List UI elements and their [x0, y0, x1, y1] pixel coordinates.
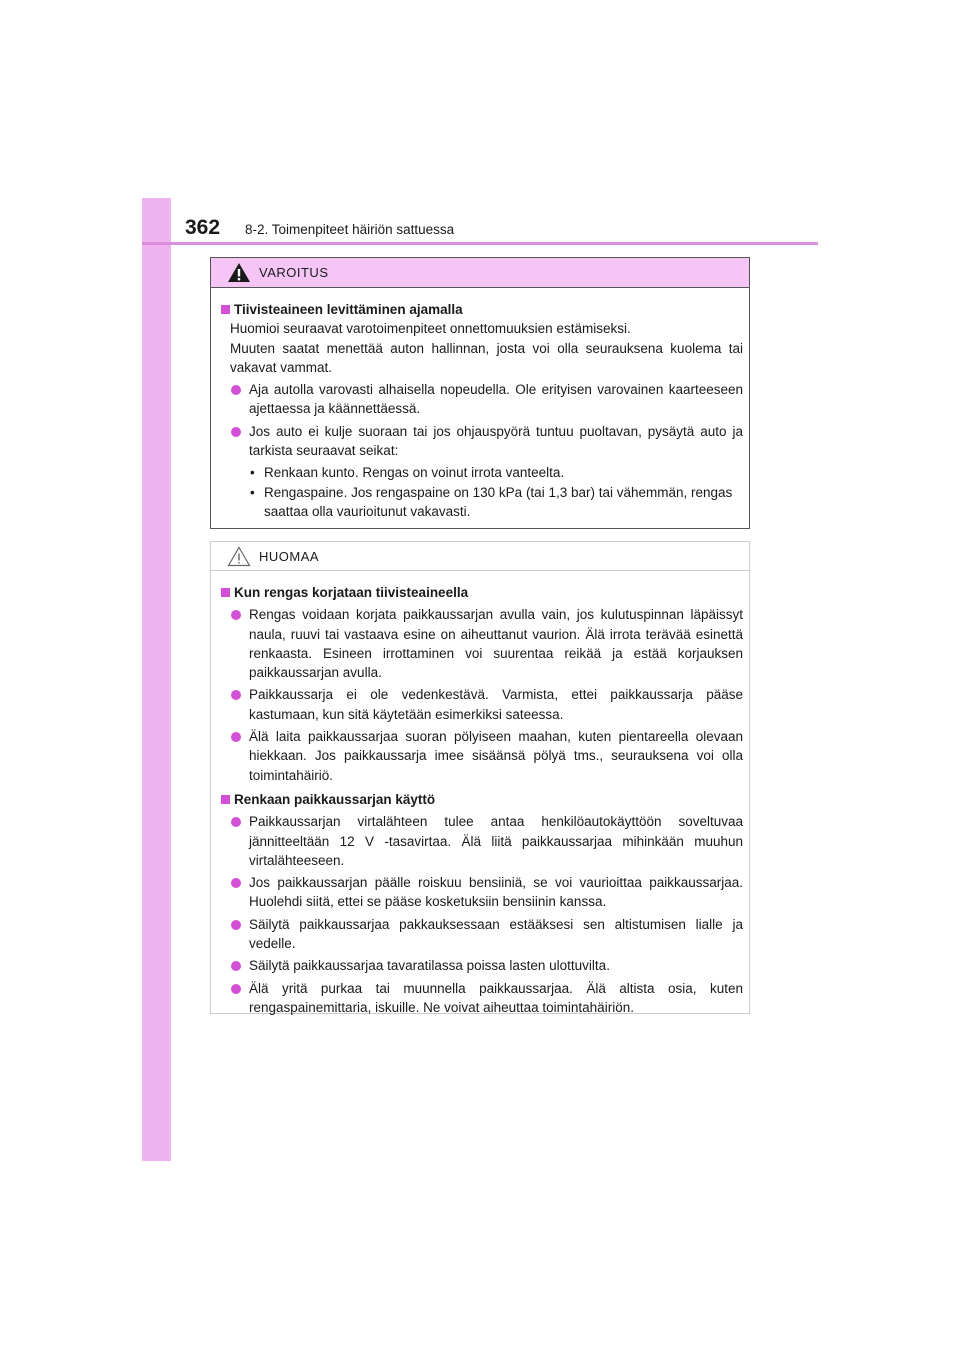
chapter-side-band — [142, 198, 171, 1161]
circle-bullet-icon — [231, 610, 241, 620]
notice-heading-text: Renkaan paikkaussarjan käyttö — [234, 791, 436, 807]
warning-subitems — [219, 463, 743, 521]
notice-bullet — [219, 979, 743, 1018]
notice-bullet-text: Säilytä paikkaussarjaa tavaratilassa poissa lasten ulottuvilta. — [249, 958, 610, 974]
square-bullet-icon — [221, 795, 230, 804]
notice-bullet — [219, 915, 743, 954]
warning-heading — [219, 300, 743, 319]
header-rule — [142, 242, 818, 245]
warning-bullet — [219, 380, 743, 419]
warning-box — [210, 257, 750, 529]
notice-bullet-text: Rengas voidaan korjata paikkaussarjan avulla vain, jos kulutuspinnan läpäissyt naula, ruuvi tai vastaava esine on aiheuttanut vaurion. Älä irrota terävää esinettä renkaasta. Esineen irrottaminen voi suurentaa reikää ja estää korjauksen paikkaussarjan avulla. — [249, 607, 743, 681]
page-number: 362 — [185, 216, 221, 239]
notice-bullet — [219, 956, 743, 975]
notice-heading-text: Kun rengas korjataan tiivisteaineella — [234, 585, 469, 600]
notice-box — [210, 541, 750, 1014]
warning-subitem-text: Renkaan kunto. Rengas on voinut irrota vanteelta. — [264, 465, 565, 481]
notice-bullet — [219, 873, 743, 912]
notice-bullet — [219, 685, 743, 724]
notice-bullet — [219, 812, 743, 870]
notice-bullet-text: Paikkaussarjan virtalähteen tulee antaa henkilöautokäyttöön soveltuvaa jännitteeltään 12 V -tasavirtaa. Älä liitä paikkaussarjaa mihinkään muuhun virtalähteeseen. — [249, 814, 743, 868]
warning-body — [211, 288, 749, 521]
circle-bullet-icon — [231, 690, 241, 700]
notice-bullet — [219, 605, 743, 682]
circle-bullet-icon — [231, 961, 241, 971]
circle-bullet-icon — [231, 817, 241, 827]
circle-bullet-icon — [231, 385, 241, 395]
circle-bullet-icon — [231, 732, 241, 742]
notice-header — [211, 542, 749, 571]
warning-bullet-text: Aja autolla varovasti alhaisella nopeudella. Ole erityisen varovainen kaarteeseen ajettaessa ja käännettäessä. — [249, 382, 743, 417]
notice-bullet-text: Paikkaussarja ei ole vedenkestävä. Varmista, ettei paikkaussarja pääse kastumaan, kun sitä käytetään esimerkiksi sateessa. — [249, 687, 743, 722]
sub-marker: • — [250, 465, 255, 481]
notice-bullet-text: Älä laita paikkaussarjaa suoran pölyiseen maahan, kuten pientareella olevaan hiekkaan. Jos paikkaussarja imee sisäänsä pölyä tms., seurauksena voi olla toimintahäiriö. — [249, 729, 743, 783]
circle-bullet-icon — [231, 427, 241, 437]
warning-subitem — [250, 483, 743, 522]
warning-intro-1: Huomioi seuraavat varotoimenpiteet onnettomuuksien estämiseksi. — [230, 321, 631, 337]
square-bullet-icon — [221, 305, 230, 314]
notice-heading — [219, 790, 743, 809]
notice-body — [211, 571, 749, 1017]
square-bullet-icon — [221, 588, 230, 597]
warning-bullet-text: Jos auto ei kulje suoraan tai jos ohjauspyörä tuntuu puoltavan, pysäytä auto ja tarkista seuraavat seikat: — [249, 423, 743, 459]
circle-bullet-icon — [231, 878, 241, 888]
warning-subitem-text: Rengaspaine. Jos rengaspaine on 130 kPa (tai 1,3 bar) tai vähemmän, rengas saattaa olla vaurioitunut vakavasti. — [264, 484, 733, 519]
warning-header — [211, 258, 749, 288]
warning-intro-2: Muuten saatat menettää auton hallinnan, josta voi olla seurauksena kuolema tai vakavat vammat. — [230, 340, 743, 375]
notice-label: HUOMAA — [259, 548, 320, 564]
caution-triangle-outline-icon — [227, 546, 251, 567]
circle-bullet-icon — [231, 920, 241, 930]
warning-heading-text: Tiivisteaineen levittäminen ajamalla — [234, 302, 463, 317]
section-title: 8-2. Toimenpiteet häiriön sattuessa — [245, 222, 455, 237]
notice-bullet-text: Älä yritä purkaa tai muunnella paikkaussarjaa. Älä altista osia, kuten rengaspainemittaria, iskuille. Ne voivat aiheuttaa toimintahäiriön. — [249, 980, 743, 1015]
warning-label: VAROITUS — [259, 265, 329, 280]
warning-subitem — [250, 463, 743, 482]
notice-bullet-text: Säilytä paikkaussarjaa pakkauksessaan estääksesi sen altistumisen lialle ja vedelle. — [249, 916, 743, 952]
notice-bullet — [219, 727, 743, 785]
warning-bullet — [219, 422, 743, 461]
notice-bullet-text: Jos paikkaussarjan päälle roiskuu bensiiniä, se voi vaurioittaa paikkaussarjaa. Huolehdi siitä, ettei se pääse kosketuksiin bensiinin kanssa. — [249, 875, 743, 910]
circle-bullet-icon — [231, 984, 241, 994]
notice-heading — [219, 583, 743, 602]
warning-triangle-filled-icon — [227, 262, 251, 283]
sub-marker: • — [250, 484, 255, 500]
